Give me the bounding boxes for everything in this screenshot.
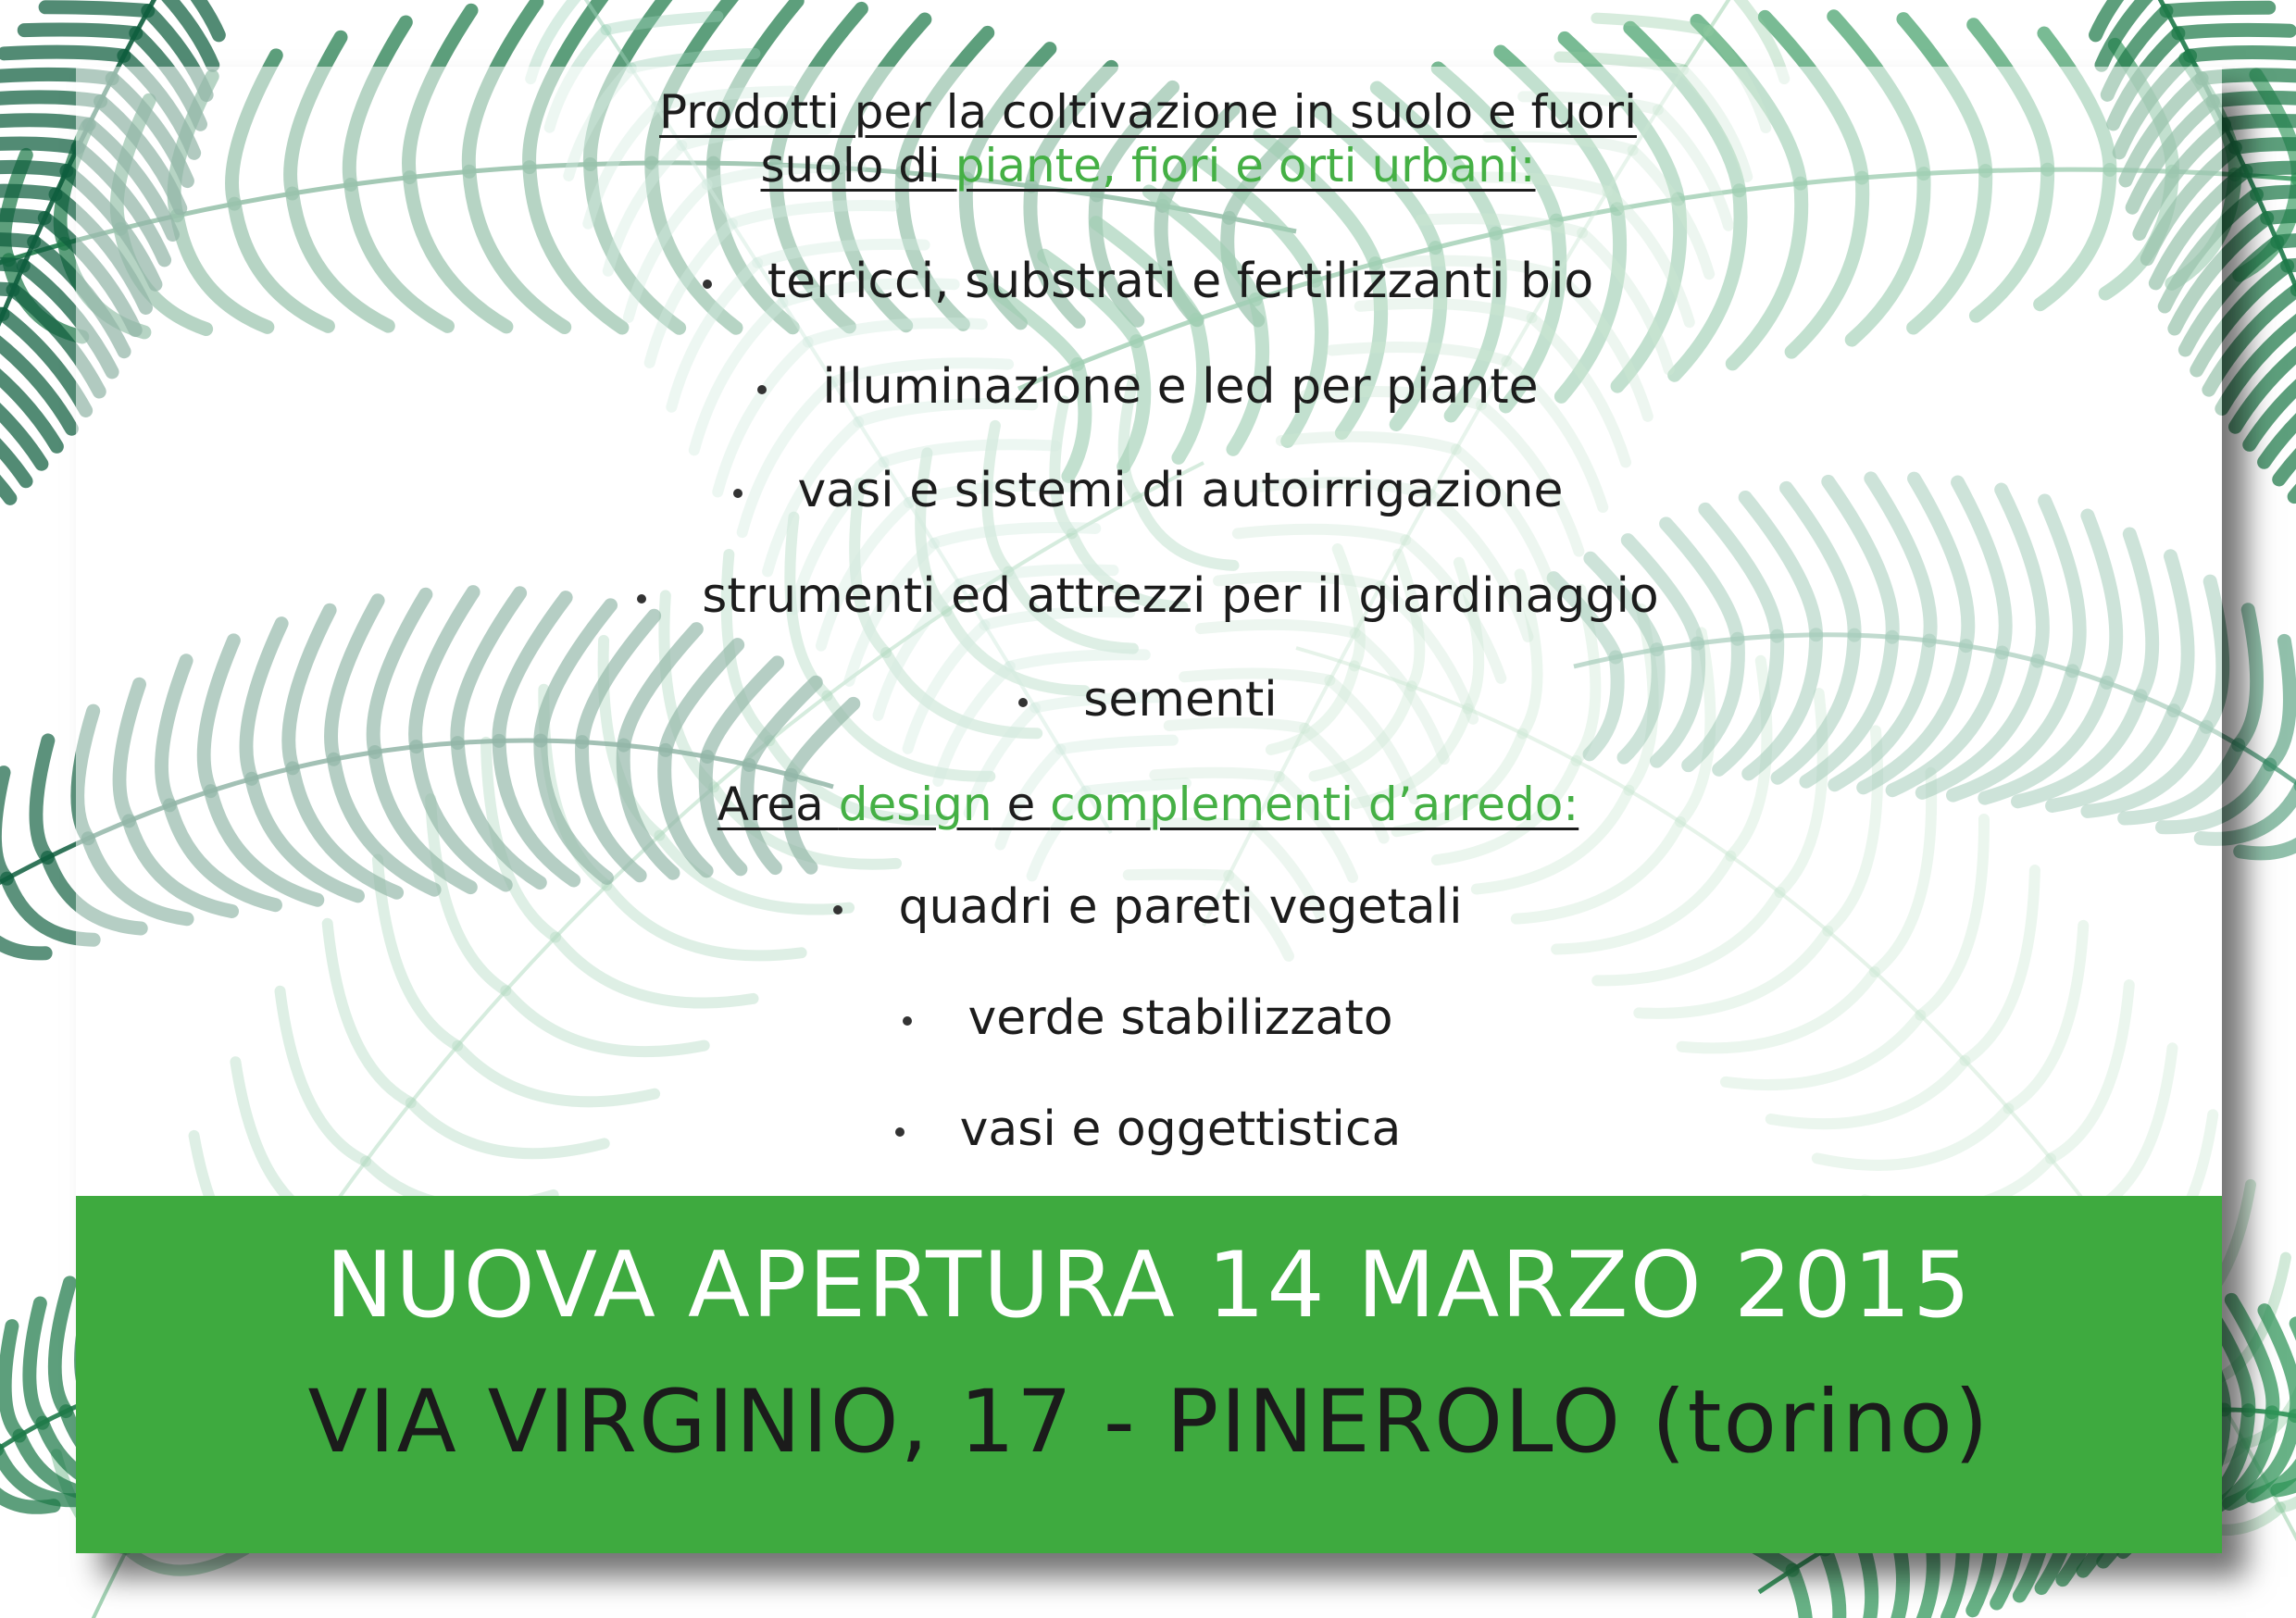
list-item-label: verde stabilizzato — [967, 990, 1393, 1046]
bullet-icon — [903, 1016, 912, 1026]
heading-design-part-2: design — [838, 778, 992, 831]
list-item — [0, 359, 2296, 415]
list-item — [0, 672, 2296, 728]
bullet-icon — [833, 905, 842, 915]
bullet-icon — [895, 1127, 905, 1137]
list-item — [0, 568, 2296, 624]
section-heading-design — [0, 778, 2296, 831]
bullet-icon — [637, 594, 646, 604]
heading-design-part-3: e — [992, 778, 1051, 831]
heading-line-1: Prodotti per la coltivazione in suolo e fuori — [659, 85, 1637, 139]
list-item-label: strumenti ed attrezzi per il giardinaggio — [702, 568, 1659, 624]
list-item-label: vasi e sistemi di autoirrigazione — [797, 463, 1564, 518]
list-item-label: vasi e oggettistica — [959, 1101, 1402, 1157]
bullet-icon — [703, 280, 712, 289]
list-item-label: sementi — [1083, 672, 1278, 728]
heading-design-part-4: complementi d’arredo: — [1050, 778, 1579, 831]
opening-date: NUOVA APERTURA 14 MARZO 2015 — [325, 1233, 1973, 1338]
list-item — [0, 254, 2296, 309]
opening-banner — [76, 1196, 2222, 1553]
heading-line-2-prefix: suolo di — [760, 139, 955, 193]
heading-design-line — [718, 778, 1578, 831]
heading-design-part-1: Area — [717, 778, 839, 831]
list-item — [0, 1101, 2296, 1157]
store-address: VIA VIRGINIO, 17 - PINEROLO (torino) — [307, 1372, 1990, 1473]
heading-line-2 — [760, 139, 1535, 193]
heading-line-2-highlight: piante, fiori e orti urbani: — [955, 139, 1536, 193]
list-item-label: quadri e pareti vegetali — [898, 879, 1463, 935]
list-item — [0, 879, 2296, 935]
list-item — [0, 463, 2296, 518]
list-item-label: terricci, substrati e fertilizzanti bio — [767, 254, 1594, 309]
bullet-icon — [1018, 698, 1028, 707]
section-heading-cultivation — [0, 85, 2296, 193]
bullet-icon — [757, 385, 767, 394]
bullet-icon — [733, 489, 742, 498]
list-item — [0, 990, 2296, 1046]
list-item-label: illuminazione e led per piante — [822, 359, 1539, 415]
